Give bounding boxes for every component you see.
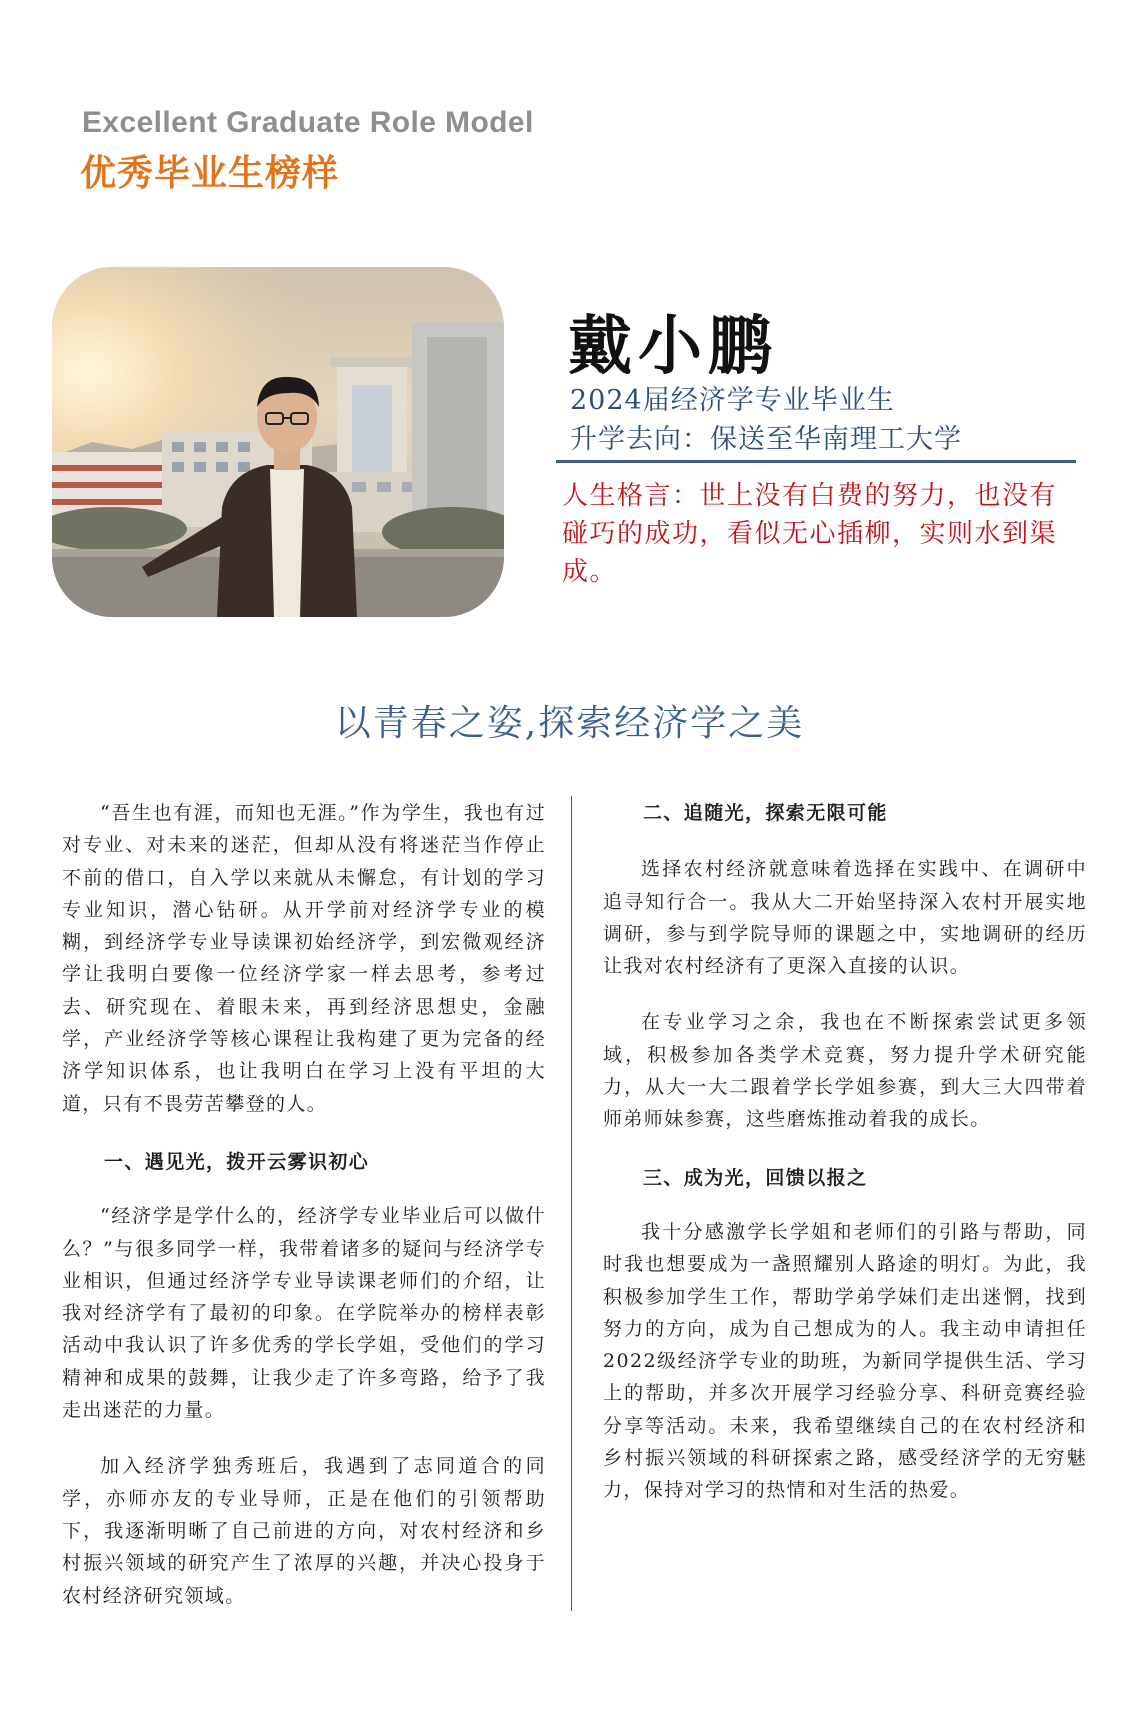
section-2-paragraph-2: 在专业学习之余，我也在不断探索尝试更多领域，积极参加各类学术竞赛，努力提升学术研究能力，从大一大二跟着学长学姐参赛，到大三大四带着师弟师妹参赛，这些磨炼推动着我的成长。	[603, 1011, 1087, 1131]
header-title-cn: 优秀毕业生榜样	[80, 153, 340, 194]
graduate-destination: 升学去向：保送至华南理工大学	[570, 424, 962, 455]
header-title-en: Excellent Graduate Role Model	[82, 106, 534, 139]
intro-paragraph: “吾生也有涯，而知也无涯。”作为学生，我也有过对专业、对未来的迷茫，但却从没有将迷茫当作停止不前的借口，自入学以来就从未懈怠，有计划的学习专业知识，潜心钻研。从开学前对经济学专业的模糊，到经济学专业导读课初始经济学，到宏微观经济学让我明白要像一位经济学家一样去思考，参考过去、研究现在、着眼未来，再到经济思想史，金融学，产业经济学等核心课程让我构建了更为完备的经济学知识体系，也让我明白在学习上没有平坦的大道，只有不畏劳苦攀登的人。	[62, 802, 546, 1115]
column-divider	[571, 796, 572, 1611]
section-1-heading: 一、遇见光，拨开云雾识初心	[104, 1150, 370, 1173]
graduate-portrait-photo	[52, 267, 504, 617]
graduate-class-info: 2024届经济学专业毕业生	[570, 385, 895, 416]
section-3-heading: 三、成为光，回馈以报之	[643, 1166, 868, 1189]
section-2-heading: 二、追随光，探索无限可能	[643, 802, 888, 824]
article-left-column	[62, 797, 546, 1612]
section-1-paragraph-2: 加入经济学独秀班后，我遇到了志同道合的同学，亦师亦友的专业导师，正是在他们的引领帮助下，我逐渐明晰了自己前进的方向，对农村经济和乡村振兴领域的研究产生了浓厚的兴趣，并决心投身于农村经济研究领域。	[62, 1455, 546, 1607]
article-title: 以青春之姿,探索经济学之美	[334, 703, 805, 744]
section-3-paragraph-1: 我十分感激学长学姐和老师们的引路与帮助，同时我也想要成为一盏照耀别人路途的明灯。为此，我积极参加学生工作，帮助学弟学妹们走出迷惘，找到努力的方向，成为自己想成为的人。我主动申请担任2022级经济学专业的助班，为新同学提供生活、学习上的帮助，并多次开展学习经验分享、科研竞赛经验分享等活动。未来，我希望继续自己的在农村经济和乡村振兴领域的科研探索之路，感受经济学的无穷魅力，保持对学习的热情和对生活的热爱。	[603, 1220, 1087, 1502]
profile-divider-line	[556, 460, 1076, 463]
graduate-motto: 人生格言：世上没有白费的努力，也没有碰巧的成功，看似无心插柳，实则水到渠成。	[562, 481, 1058, 587]
section-1-paragraph-1: “经济学是学什么的，经济学专业毕业后可以做什么？”与很多同学一样，我带着诸多的疑问与经济学专业相识，但通过经济学专业导读课老师们的介绍，让我对经济学有了最初的印象。在学院举办的榜样表彰活动中我认识了许多优秀的学长学姐，受他们的学习精神和成果的鼓舞，让我少走了许多弯路，给予了我走出迷茫的力量。	[62, 1205, 546, 1422]
article-right-column	[603, 797, 1087, 1507]
section-2-paragraph-1: 选择农村经济就意味着选择在实践中、在调研中追寻知行合一。我从大二开始坚持深入农村开展实地调研，参与到学院导师的课题之中，实地调研的经历让我对农村经济有了更深入直接的认识。	[603, 858, 1087, 978]
graduate-name: 戴小鹏	[568, 309, 778, 384]
